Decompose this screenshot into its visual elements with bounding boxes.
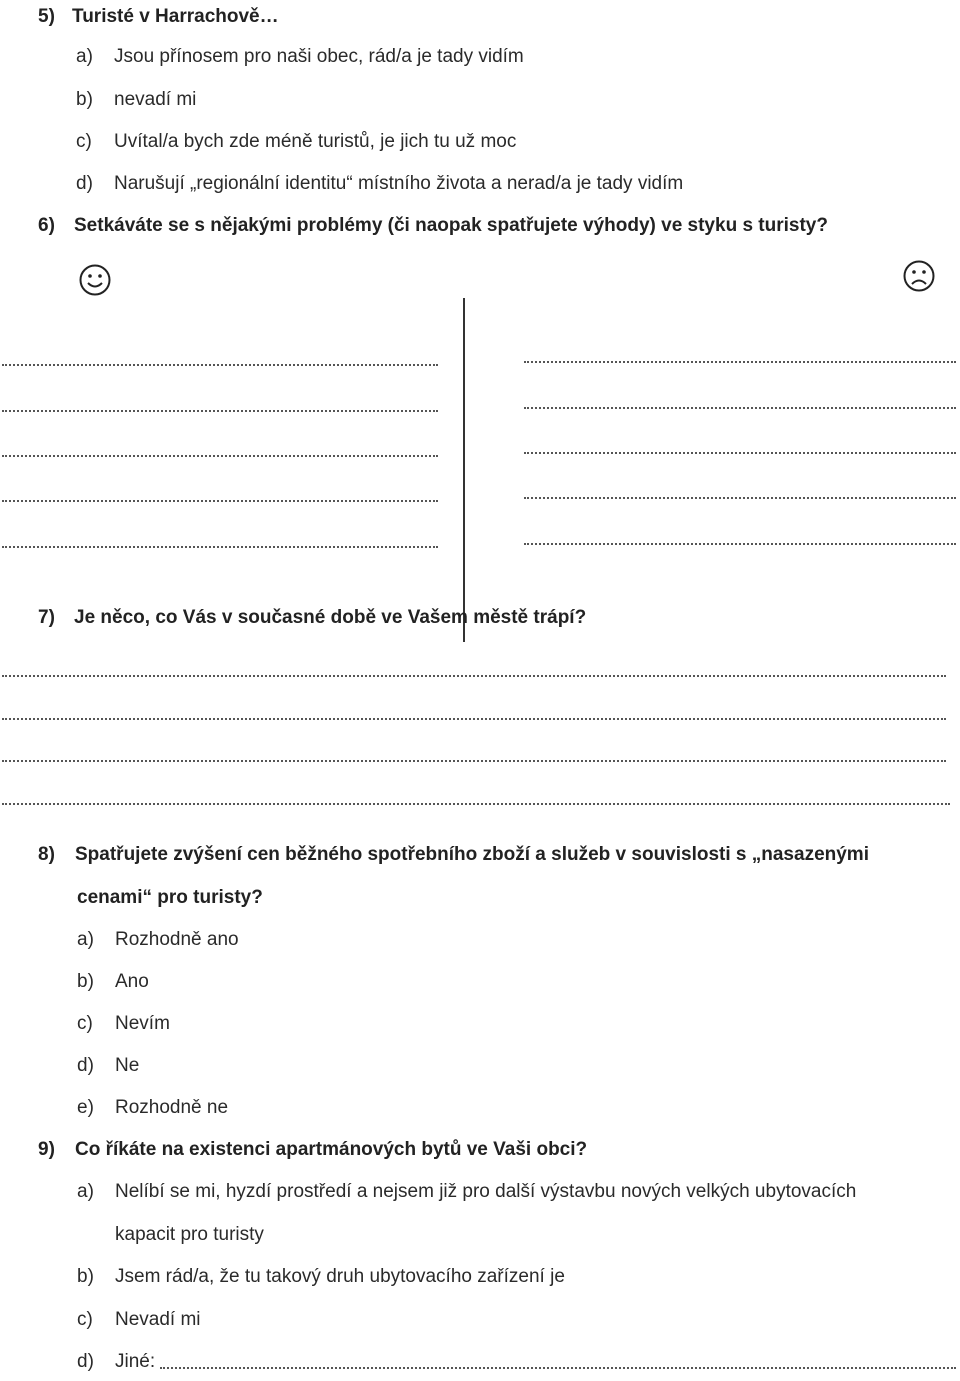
option-text: Ne: [115, 1055, 140, 1076]
sad-face-icon: [903, 260, 935, 292]
option-text: Jsou přínosem pro naši obec, rád/a je tady vidím: [114, 46, 524, 67]
option-letter: c): [77, 1013, 93, 1034]
question-text: Turisté v Harrachově…: [72, 6, 279, 27]
answer-line[interactable]: [2, 675, 946, 677]
answer-line-right[interactable]: [524, 543, 956, 545]
question-number: 5): [38, 6, 55, 27]
answer-line-right[interactable]: [524, 452, 956, 454]
option-text: Nelíbí se mi, hyzdí prostředí a nejsem již pro další výstavbu nových velkých ubytovacích: [115, 1181, 857, 1202]
option-letter: d): [77, 1351, 94, 1372]
option-letter: d): [77, 1055, 94, 1076]
answer-line-left[interactable]: [2, 410, 438, 412]
option-letter: d): [76, 173, 93, 194]
option-letter: a): [76, 46, 93, 67]
answer-line[interactable]: [2, 803, 950, 805]
option-text: Nevím: [115, 1013, 170, 1034]
option-letter: b): [77, 1266, 94, 1287]
answer-line-left[interactable]: [2, 546, 438, 548]
other-answer-line[interactable]: [160, 1367, 956, 1369]
option-text: Ano: [115, 971, 149, 992]
question-number: 7): [38, 607, 55, 628]
question-text: Co říkáte na existenci apartmánových bytů ve Vaši obci?: [75, 1139, 588, 1160]
answer-line-right[interactable]: [524, 407, 956, 409]
option-text: Nevadí mi: [115, 1309, 201, 1330]
answer-line-right[interactable]: [524, 361, 956, 363]
answer-line-right[interactable]: [524, 497, 956, 499]
question-text: Je něco, co Vás v současné době ve Vašem městě trápí?: [74, 607, 587, 628]
option-text: Rozhodně ne: [115, 1097, 229, 1118]
option-text: nevadí mi: [114, 89, 197, 110]
option-letter: c): [76, 131, 92, 152]
answer-line-left[interactable]: [2, 364, 438, 366]
answer-line-left[interactable]: [2, 500, 438, 502]
option-text: Jsem rád/a, že tu takový druh ubytovacího zařízení je: [115, 1266, 565, 1287]
question-text: Setkáváte se s nějakými problémy (či naopak spatřujete výhody) ve styku s turisty?: [74, 215, 828, 236]
question-number: 6): [38, 215, 55, 236]
answer-line[interactable]: [2, 760, 946, 762]
question-number: 8): [38, 844, 55, 865]
answer-line[interactable]: [2, 718, 946, 720]
answer-line-left[interactable]: [2, 455, 438, 457]
question-text: Spatřujete zvýšení cen běžného spotřebního zboží a služeb v souvislosti s „nasazenými: [75, 844, 869, 865]
question-text-continued: cenami“ pro turisty?: [77, 887, 263, 908]
option-letter: e): [77, 1097, 94, 1118]
option-text: Uvítal/a bych zde méně turistů, je jich tu už moc: [114, 131, 517, 152]
option-letter: a): [77, 929, 94, 950]
option-text: Jiné:: [115, 1351, 156, 1372]
option-letter: c): [77, 1309, 93, 1330]
option-letter: b): [76, 89, 93, 110]
question-number: 9): [38, 1139, 55, 1160]
smiley-face-icon: [79, 264, 111, 296]
divider-line: [463, 298, 465, 642]
option-text: Narušují „regionální identitu“ místního života a nerad/a je tady vidím: [114, 173, 684, 194]
option-text: Rozhodně ano: [115, 929, 239, 950]
option-text-continued: kapacit pro turisty: [115, 1224, 264, 1245]
option-letter: a): [77, 1181, 94, 1202]
option-letter: b): [77, 971, 94, 992]
